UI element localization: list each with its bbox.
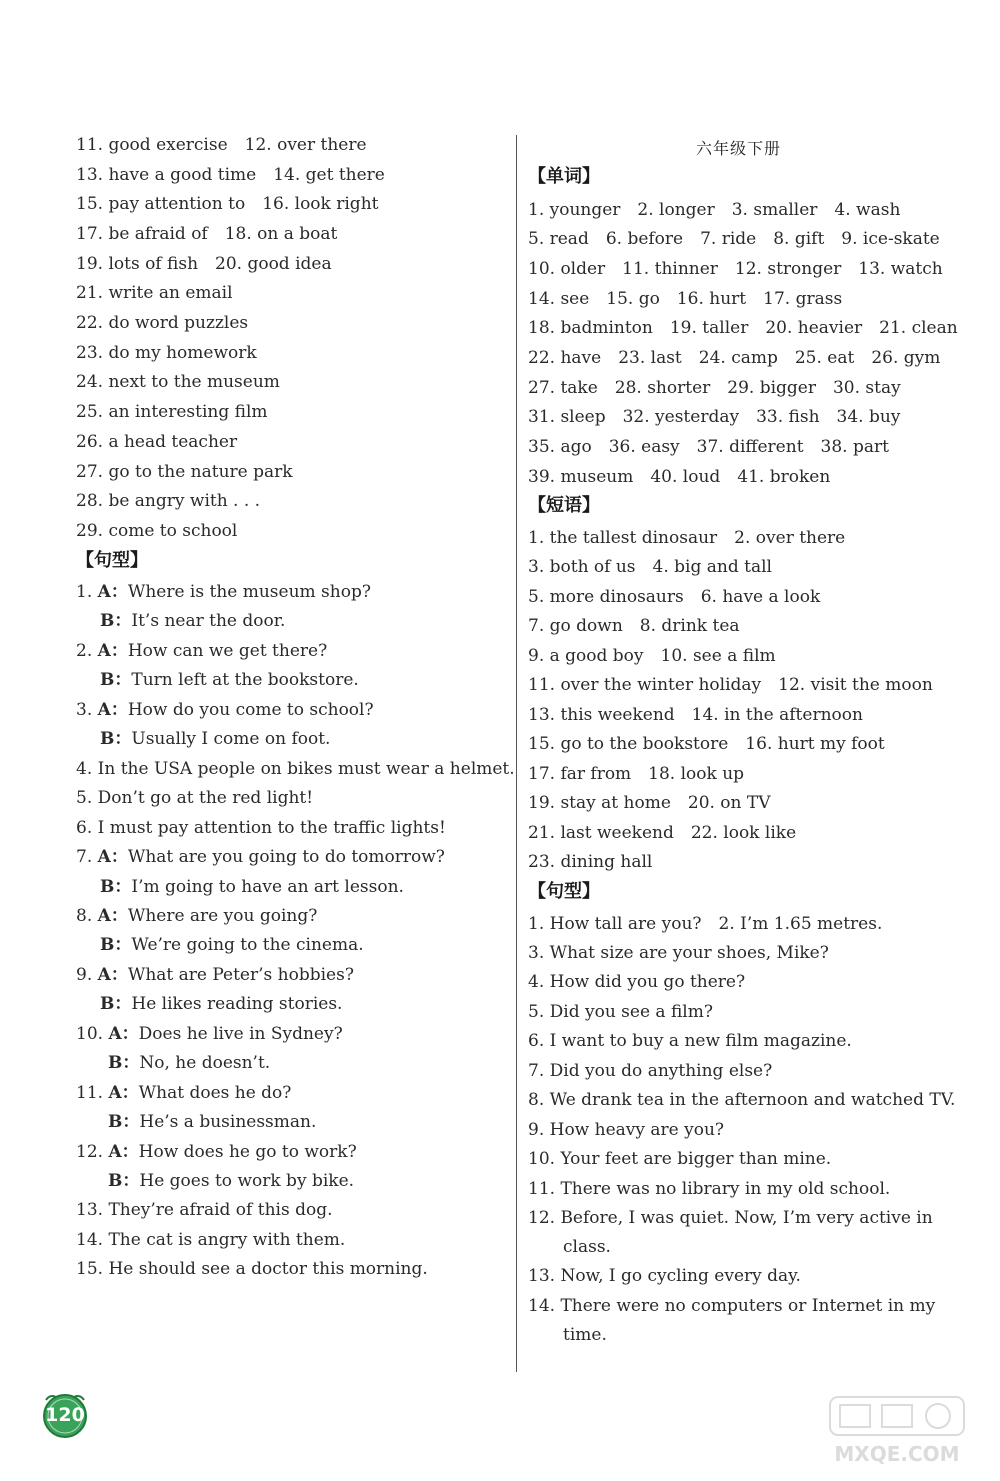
sentence-reply: B：Usually I come on foot. [100,729,331,749]
sentence-reply: B：He goes to work by bike. [108,1171,355,1191]
phrase-item: 25. an interesting film [76,402,268,422]
phrase-item: 21. last weekend 22. look like [528,823,797,843]
sentence-item: 11. There was no library in my old school. [528,1179,891,1199]
svg-text:MXQE.COM: MXQE.COM [834,1442,960,1466]
phrase-item: 24. next to the museum [76,372,280,392]
sentence-item: 13. Now, I go cycling every day. [528,1266,801,1286]
phrase-item: 19. stay at home 20. on TV [528,793,771,813]
sentence-item: 3. A：How do you come to school? [76,700,374,720]
sentence-item: 1. A：Where is the museum shop? [76,582,371,602]
sentence-continuation: class. [563,1237,611,1257]
sentence-item: 4. How did you go there? [528,972,746,992]
watermark-logo-icon [822,1391,972,1471]
word-item: 10. older 11. thinner 12. stronger 13. watch [528,259,943,279]
sentence-item: 7. Did you do anything else? [528,1061,773,1081]
sentence-item: 4. In the USA people on bikes must wear a helmet. [76,759,515,779]
phrase-item: 29. come to school [76,521,238,541]
phrase-item: 19. lots of fish 20. good idea [76,254,332,274]
column-divider [516,135,517,1372]
word-item: 5. read 6. before 7. ride 8. gift 9. ice-skate [528,229,940,249]
phrase-item: 17. far from 18. look up [528,764,745,784]
sentence-item: 2. A：How can we get there? [76,641,328,661]
sentence-item: 9. How heavy are you? [528,1120,725,1140]
phrase-item: 23. dining hall [528,852,653,872]
sentence-item: 5. Did you see a film? [528,1002,713,1022]
phrase-item: 9. a good boy 10. see a film [528,646,776,666]
phrase-item: 5. more dinosaurs 6. have a look [528,587,821,607]
word-item: 14. see 15. go 16. hurt 17. grass [528,289,843,309]
sentence-reply: B：It’s near the door. [100,611,286,631]
sentence-continuation: time. [563,1325,607,1345]
phrase-item: 21. write an email [76,283,233,303]
sentence-item: 6. I must pay attention to the traffic lights! [76,818,446,838]
phrase-item: 7. go down 8. drink tea [528,616,740,636]
page-number-badge [40,1390,90,1440]
sentence-item: 15. He should see a doctor this morning. [76,1259,428,1279]
word-item: 1. younger 2. longer 3. smaller 4. wash [528,200,901,220]
sentence-reply: B：He’s a businessman. [108,1112,317,1132]
sentence-item: 6. I want to buy a new film magazine. [528,1031,852,1051]
phrase-item: 1. the tallest dinosaur 2. over there [528,528,846,548]
sentence-reply: B：He likes reading stories. [100,994,343,1014]
phrase-item: 26. a head teacher [76,432,238,452]
phrase-item: 13. have a good time 14. get there [76,165,385,185]
sentence-item: 5. Don’t go at the red light! [76,788,314,808]
sentence-item: 8. We drank tea in the afternoon and watched TV. [528,1090,956,1110]
word-item: 27. take 28. shorter 29. bigger 30. stay [528,378,901,398]
sentence-item: 8. A：Where are you going? [76,906,318,926]
phrase-item: 27. go to the nature park [76,462,293,482]
words-heading: 【单词】 [528,166,600,187]
section-title: 六年级下册 [696,139,782,158]
sentence-item: 9. A：What are Peter’s hobbies? [76,965,354,985]
phrase-item: 15. pay attention to 16. look right [76,194,379,214]
sentence-item: 11. A：What does he do? [76,1083,292,1103]
phrase-item: 11. good exercise 12. over there [76,135,367,155]
sentences-heading: 【句型】 [528,881,600,902]
word-item: 35. ago 36. easy 37. different 38. part [528,437,889,457]
sentence-item: 14. The cat is angry with them. [76,1230,346,1250]
sentence-reply: B：I’m going to have an art lesson. [100,877,404,897]
word-item: 22. have 23. last 24. camp 25. eat 26. gym [528,348,941,368]
page-number: 120 [45,1404,85,1426]
sentence-item: 12. Before, I was quiet. Now, I’m very active in [528,1208,933,1228]
phrase-item: 22. do word puzzles [76,313,249,333]
word-item: 39. museum 40. loud 41. broken [528,467,831,487]
phrase-item: 11. over the winter holiday 12. visit the moon [528,675,933,695]
phrase-item: 23. do my homework [76,343,257,363]
phrase-item: 13. this weekend 14. in the afternoon [528,705,863,725]
sentence-item: 12. A：How does he go to work? [76,1142,357,1162]
sentence-item: 13. They’re afraid of this dog. [76,1200,333,1220]
sentence-reply: B：We’re going to the cinema. [100,935,364,955]
sentence-item: 10. A：Does he live in Sydney? [76,1024,343,1044]
phrase-item: 15. go to the bookstore 16. hurt my foot [528,734,885,754]
sentence-item: 3. What size are your shoes, Mike? [528,943,829,963]
phrases-heading: 【短语】 [528,495,600,516]
phrase-item: 28. be angry with . . . [76,491,261,511]
phrase-item: 3. both of us 4. big and tall [528,557,772,577]
phrase-item: 17. be afraid of 18. on a boat [76,224,338,244]
sentence-item: 7. A：What are you going to do tomorrow? [76,847,445,867]
word-item: 18. badminton 19. taller 20. heavier 21. clean [528,318,958,338]
word-item: 31. sleep 32. yesterday 33. fish 34. buy [528,407,901,427]
sentence-reply: B：No, he doesn’t. [108,1053,271,1073]
sentences-heading: 【句型】 [76,550,148,571]
watermark-logo [822,1391,972,1471]
sentence-item: 14. There were no computers or Internet in my [528,1296,936,1316]
sentence-reply: B：Turn left at the bookstore. [100,670,359,690]
sentence-item: 1. How tall are you? 2. I’m 1.65 metres. [528,914,883,934]
sentence-item: 10. Your feet are bigger than mine. [528,1149,832,1169]
